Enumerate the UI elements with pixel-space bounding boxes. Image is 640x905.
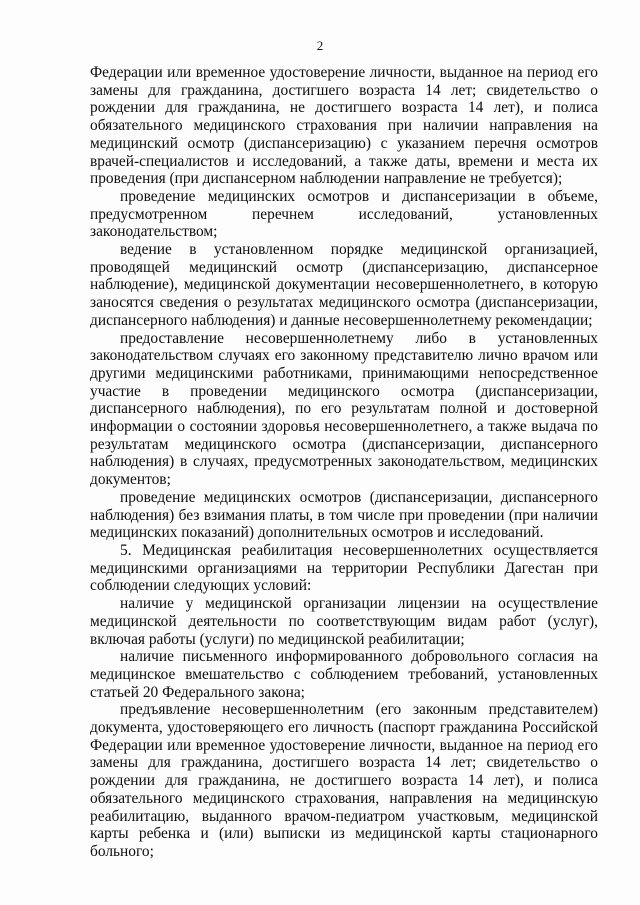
paragraph-consent: наличие письменного информированного добровольного согласия на медицинское вмешательство с соблюдением требований, установленных статьей 20 Федерального закона; xyxy=(90,648,598,701)
paragraph-free-of-charge: проведение медицинских осмотров (диспансеризации, диспансерного наблюдения) без взимания платы, в том числе при проведении (при наличии медицинских показаний) дополнительных осмотров и исследований. xyxy=(90,488,598,542)
paragraph-medical-exams: проведение медицинских осмотров и диспансеризации в объеме, предусмотренном перечнем исследований, установленных законодательством; xyxy=(90,187,598,241)
paragraph-continuation: Федерации или временное удостоверение личности, выданное на период его замены для гражданина, достигшего возраста 14 лет; свидетельство о рождении для гражданина, не достигшего возраста 14 лет), и полиса обязательного медицинского страхования при наличии направления на медицинский осмотр (диспансеризацию) с указанием перечня осмотров врачей-специалистов и исследований, а также даты, времени и места их проведения (при диспансерном наблюдении направление не требуется); xyxy=(90,64,598,188)
page-number: 2 xyxy=(316,38,324,53)
paragraph-documents: предъявление несовершеннолетним (его законным представителем) документа, удостоверяющего его личность (паспорт гражданина Российской Федерации или временное удостоверение личности, выданное на период его замены для гражданина, достигшего возраста 14 лет; свидетельство о рождении для гражданина, не достигшего возраста 14 лет), и полиса обязательного медицинского страхования, направления на медицинскую реабилитацию, выданного врачом-педиатром участковым, медицинской карты ребенка и (или) выписки из медицинской карты стационарного больного; xyxy=(90,701,598,860)
paragraph-license: наличие у медицинской организации лицензии на осуществление медицинской деятельности по соответствующим видам работ (услуг), включая работы (услуги) по медицинской реабилитации; xyxy=(90,595,598,648)
paragraph-rehabilitation: 5. Медицинская реабилитация несовершеннолетних осуществляется медицинскими организациями на территории Республики Дагестан при соблюдении следующих условий: xyxy=(90,541,598,595)
document-body xyxy=(90,64,598,861)
paragraph-information: предоставление несовершеннолетнему либо в установленных законодательством случаях его законному представителю лично врачом или другими медицинскими работниками, принимающими непосредственное участие в проведении медицинского осмотра (диспансеризации, диспансерного наблюдения), по его результатам полной и достоверной информации о состоянии здоровья несовершеннолетнего, а также выдача по результатам медицинского осмотра (диспансеризации, диспансерного наблюдения) в случаях, предусмотренных законодательством, медицинских документов; xyxy=(90,329,598,489)
paragraph-documentation: ведение в установленном порядке медицинской организацией, проводящей медицинский осмотр (диспансеризацию, диспансерное наблюдение), медицинской документации несовершеннолетнего, в которую заносятся сведения о результатах медицинского осмотра (диспансеризации, диспансерного наблюдения) и данные несовершеннолетнему рекомендации; xyxy=(90,241,598,329)
